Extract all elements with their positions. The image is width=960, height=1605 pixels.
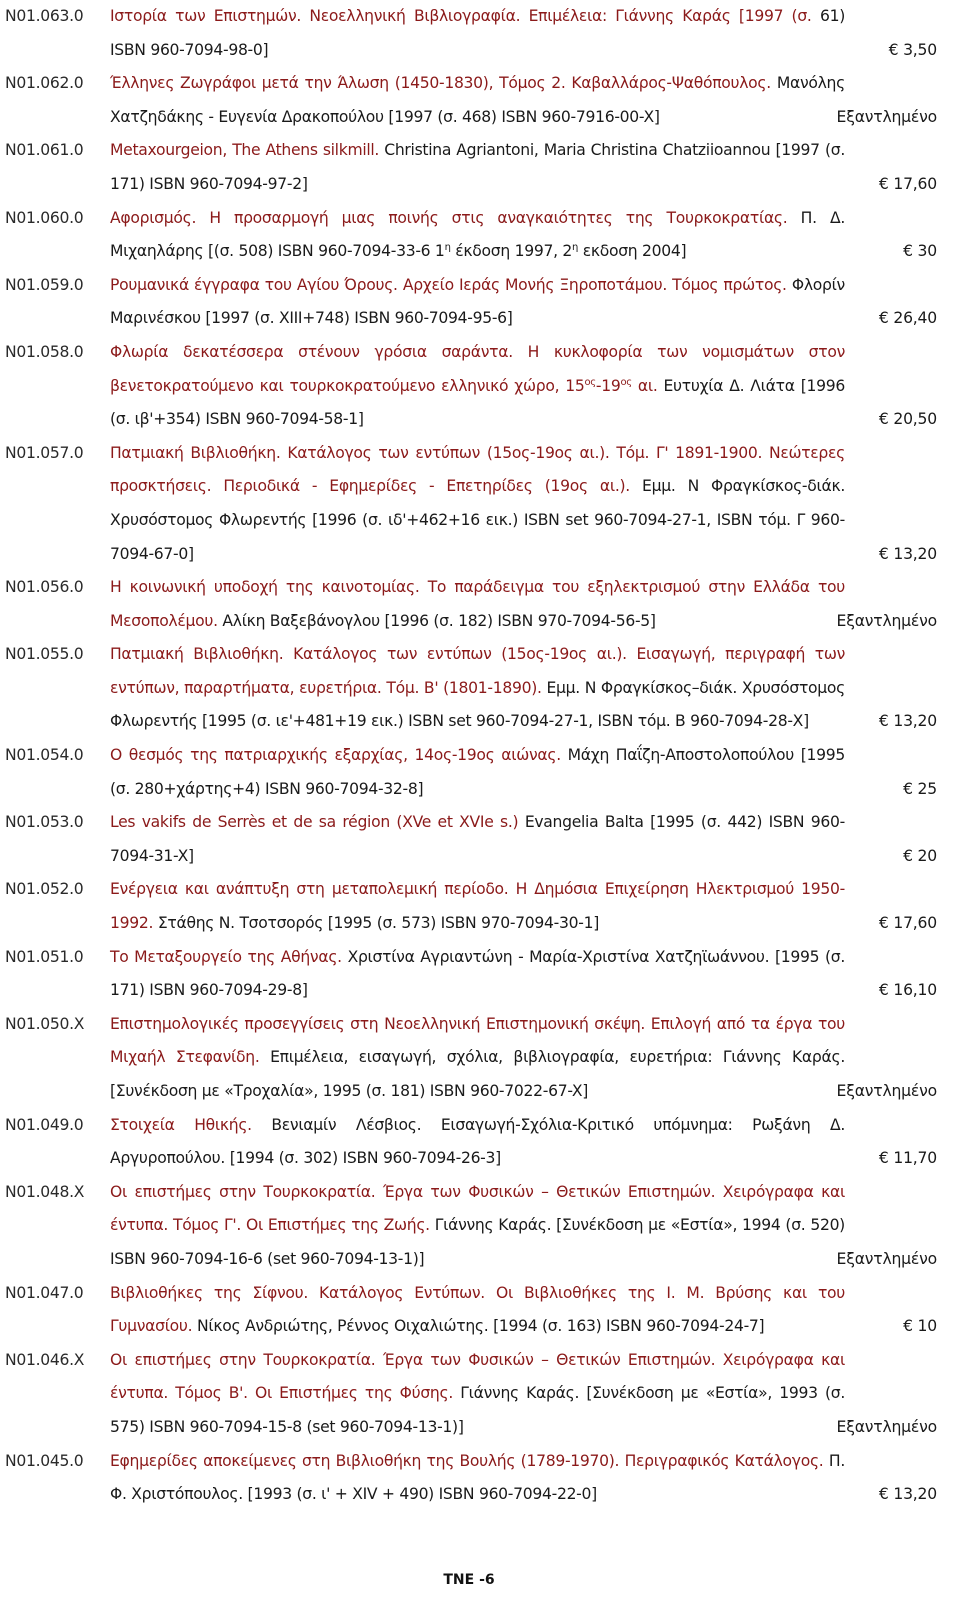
entry-text [110, 941, 937, 1008]
entry-details: Στάθης Ν. Τσοτσορός [1995 (σ. 573) ISBN 970-7094-30-1] [157, 914, 599, 933]
entry-details: Evangelia Balta [1995 (σ. 442) ISBN 960-7094-31-X] [110, 813, 845, 865]
entry-text [110, 0, 937, 67]
entry-code: N01.046.X [5, 1350, 85, 1369]
catalog-entry [5, 1176, 937, 1277]
entry-details: Π. Φ. Χριστόπουλος. [1993 (σ. ι' + XIV + 490) ISBN 960-7094-22-0] [110, 1451, 845, 1504]
entry-title-part: Φλωρία δεκατέσσερα στένουν γρόσια σαράντα. Η κυκλοφορία των νομισμάτων στον βενετοκρατούμενο και τουρκοκρατούμενο ελληνικό χώρο, 15 [110, 342, 845, 395]
entry-text [110, 739, 937, 806]
entry-price: € 13,20 [878, 1485, 937, 1504]
entry-text [110, 571, 937, 638]
entry-title: Metaxourgeion, The Athens silkmill. [110, 141, 380, 160]
entry-code: N01.053.0 [5, 813, 84, 832]
entry-price: Εξαντλημένο [836, 1417, 937, 1436]
entry-title: Ρουμανικά έγγραφα του Αγίου Όρους. Αρχείο Ιεράς Μονής Ξηροποτάμου. Τόμος πρώτος. [110, 275, 787, 294]
catalog-entry [5, 806, 937, 873]
entry-details: Μανόλης Χατζηδάκης - Ευγενία Δρακοπούλου [1997 (σ. 468) ISBN 960-7916-00-X] [110, 74, 845, 126]
entry-title: Το Μεταξουργείο της Αθήνας. [110, 947, 342, 966]
entry-title-part: αι. [631, 376, 658, 395]
ordinal-superscript: η [444, 242, 451, 254]
entry-price: Εξαντλημένο [836, 1082, 937, 1100]
entry-title: Οι επιστήμες στην Τουρκοκρατία. Έργα των Φυσικών – Θετικών Επιστημών. Χειρόγραφα και έντυπα. Τόμος Β'. Οι Επιστήμες της Φύσης. [110, 1350, 845, 1403]
entry-price: € 3,50 [888, 40, 937, 59]
entry-details: Μάχη Παΐζη-Αποστολοπούλου [1995 (σ. 280+χάρτης+4) ISBN 960-7094-32-8] [110, 746, 845, 798]
entry-text [110, 202, 937, 269]
entry-details: Νίκος Ανδριώτης, Ρέννος Οιχαλιώτης. [1994 (σ. 163) ISBN 960-7094-24-7] [196, 1317, 765, 1336]
entry-details: Christina Agriantoni, Maria Christina Chatziioannou [1997 (σ. 171) ISBN 960-7094-97-2] [110, 141, 845, 193]
entry-price: € 16,10 [878, 981, 937, 1000]
entry-text [110, 67, 937, 134]
entry-price: Εξαντλημένο [836, 107, 937, 126]
entry-text [110, 269, 937, 336]
entry-details: Εμμ. Ν Φραγκίσκος–διάκ. Χρυσόστομος Φλωρεντής [1995 (σ. ιε'+481+19 εικ.) ISBN set 960-7094-27-1, ISBN τόμ. Β 960-7094-28-X] [110, 678, 845, 731]
entry-price: Εξαντλημένο [836, 1249, 937, 1268]
entry-code: N01.062.0 [5, 74, 84, 93]
entry-details-part: έκδοση 1997, 2 [450, 242, 573, 261]
entry-text [110, 1176, 937, 1277]
entry-text [110, 134, 937, 201]
entry-title: Αφορισμός. Η προσαρμογή μιας ποινής στις αναγκαιότητες της Τουρκοκρατίας. [110, 208, 788, 227]
entry-title: Βιβλιοθήκες της Σίφνου. Κατάλογος Εντύπων. Οι Βιβλιοθήκες της Ι. Μ. Βρύσης και του Γυμνασίου. [110, 1283, 845, 1336]
entry-details: Ευτυχία Δ. Λιάτα [1996 (σ. ιβ'+354) ISBN 960-7094-58-1] [110, 376, 845, 429]
catalog-entry [5, 873, 937, 940]
catalog-entry [5, 134, 937, 201]
entry-details: Επιμέλεια, εισαγωγή, σχόλια, βιβλιογραφία, ευρετήρια: Γιάννης Καράς. [Συνέκδοση με «Τροχαλία», 1995 (σ. 181) ISBN 960-7022-67-X] [110, 1048, 845, 1100]
entry-title: Ενέργεια και ανάπτυξη στη μεταπολεμική περίοδο. Η Δημόσια Επιχείρηση Ηλεκτρισμού 1950-1992. [110, 880, 845, 933]
catalog-entry [5, 1344, 937, 1445]
entry-details: Χριστίνα Αγριαντώνη - Μαρία-Χριστίνα Χατζηϊωάννου. [1995 (σ. 171) ISBN 960-7094-29-8] [110, 947, 845, 1000]
entry-code: N01.052.0 [5, 880, 84, 899]
entry-text [110, 806, 937, 873]
entry-details: Φλορίν Μαρινέσκου [1997 (σ. XIII+748) ISBN 960-7094-95-6] [110, 275, 845, 328]
catalog-entry [5, 941, 937, 1008]
ordinal-superscript: η [572, 242, 579, 254]
entry-details: Εμμ. Ν Φραγκίσκος-διάκ. Χρυσόστομος Φλωρεντής [1996 (σ. ιδ'+462+16 εικ.) ISBN set 960-7094-27-1, ISBN τόμ. Γ 960-7094-67-0] [110, 477, 845, 563]
entry-title: Στοιχεία Ηθικής. [110, 1115, 252, 1134]
entry-price: Εξαντλημένο [836, 611, 937, 630]
entry-title: Πατμιακή Βιβλιοθήκη. Κατάλογος των εντύπων (15ος-19ος αι.). Τόμ. Γ' 1891-1900. Νεώτερες προσκτήσεις. Περιοδικά - Εφημερίδες - Επετηρίδες (19ος αι.). [110, 443, 845, 496]
entry-title: Εφημερίδες αποκείμενες στη Βιβλιοθήκη της Βουλής (1789-1970). Περιγραφικός Κατάλογος. [110, 1451, 824, 1470]
ordinal-superscript: ος [620, 376, 632, 388]
entry-details: Γιάννης Καράς. [Συνέκδοση με «Εστία», 1993 (σ. 575) ISBN 960-7094-15-8 (set 960-7094-13-1)] [110, 1384, 845, 1436]
entry-price: € 30 [903, 242, 937, 261]
entry-code: N01.048.X [5, 1182, 85, 1201]
catalog-entry [5, 739, 937, 806]
entry-code: N01.057.0 [5, 443, 84, 462]
catalog-entry [5, 1445, 937, 1512]
entry-text [110, 1109, 937, 1176]
entry-price: € 20 [903, 846, 937, 865]
ordinal-superscript: ος [584, 376, 596, 388]
entry-price: € 13,20 [878, 544, 937, 563]
entry-title: Πατμιακή Βιβλιοθήκη. Κατάλογος των εντύπων (15ος-19ος αι.). Εισαγωγή, περιγραφή των εντύπων, παραρτήματα, ευρετήρια. Τόμ. Β' (1801-1890). [110, 645, 845, 697]
entry-details-part: εκδοση 2004] [578, 242, 687, 261]
entry-code: N01.061.0 [5, 141, 84, 160]
entry-text [110, 1008, 937, 1109]
entry-code: N01.045.0 [5, 1451, 84, 1470]
entry-code: N01.056.0 [5, 578, 84, 597]
entry-title: Ο θεσμός της πατριαρχικής εξαρχίας, 14ος-19ος αιώνας. [110, 746, 561, 765]
catalog-entry [5, 1008, 937, 1109]
page-number: TNE -6 [443, 1572, 495, 1588]
entry-text [110, 1445, 937, 1512]
entry-text [110, 638, 937, 739]
entry-code: N01.060.0 [5, 208, 84, 227]
catalog-entry [5, 638, 937, 739]
entry-code: N01.063.0 [5, 7, 84, 25]
entry-price: € 11,70 [878, 1149, 937, 1168]
entry-title: Les vakifs de Serrès et de sa région (XVe et XVIe s.) [110, 813, 519, 832]
entry-code: N01.047.0 [5, 1283, 84, 1302]
entry-details: 61) ISBN 960-7094-98-0] [110, 7, 845, 59]
entry-price: € 25 [903, 779, 937, 798]
catalog-entry [5, 336, 937, 437]
entry-text [110, 873, 937, 940]
entry-text [110, 336, 937, 437]
entry-price: € 26,40 [878, 309, 937, 328]
entry-price: € 17,60 [878, 914, 937, 933]
entry-price: € 20,50 [878, 410, 937, 429]
entry-details: Γιάννης Καράς. [Συνέκδοση με «Εστία», 1994 (σ. 520) ISBN 960-7094-16-6 (set 960-7094-13-1)] [110, 1216, 845, 1268]
entry-title: Οι επιστήμες στην Τουρκοκρατία. Έργα των Φυσικών – Θετικών Επιστημών. Χειρόγραφα και έντυπα. Τόμος Γ'. Οι Επιστήμες της Ζωής. [110, 1182, 845, 1235]
catalog-list [5, 0, 937, 1512]
entry-details: Αλίκη Βαξεβάνογλου [1996 (σ. 182) ISBN 970-7094-56-5] [222, 611, 656, 630]
entry-code: N01.058.0 [5, 342, 84, 361]
entry-code: N01.050.X [5, 1014, 85, 1033]
entry-text [110, 1344, 937, 1445]
catalog-entry [5, 0, 937, 67]
entry-price: € 10 [903, 1317, 937, 1336]
catalog-entry [5, 202, 937, 269]
page-footer [0, 1572, 960, 1588]
entry-price: € 13,20 [878, 712, 937, 731]
entry-title: Επιστημολογικές προσεγγίσεις στη Νεοελληνική Επιστημονική σκέψη. Επιλογή από τα έργα του Μιχαήλ Στεφανίδη. [110, 1014, 845, 1067]
entry-price: € 17,60 [878, 174, 937, 193]
catalog-entry [5, 437, 937, 571]
entry-title: Ιστορία των Επιστημών. Νεοελληνική Βιβλιογραφία. Επιμέλεια: Γιάννης Καράς [1997 (σ. [110, 7, 812, 25]
entry-details: Βενιαμίν Λέσβιος. Εισαγωγή-Σχόλια-Κριτικό υπόμνημα: Ρωξάνη Δ. Αργυροπούλου. [1994 (σ. 302) ISBN 960-7094-26-3] [110, 1115, 845, 1168]
entry-code: N01.054.0 [5, 746, 84, 765]
entry-code: N01.051.0 [5, 947, 84, 966]
catalog-entry [5, 1109, 937, 1176]
catalog-entry [5, 1277, 937, 1344]
entry-code: N01.049.0 [5, 1115, 84, 1134]
entry-code: N01.059.0 [5, 275, 84, 294]
entry-title-part: -19 [595, 376, 621, 395]
catalog-entry [5, 571, 937, 638]
entry-code: N01.055.0 [5, 645, 84, 664]
entry-text [110, 1277, 937, 1344]
entry-title: Έλληνες Ζωγράφοι μετά την Άλωση (1450-1830), Τόμος 2. Καβαλλάρος-Ψαθόπουλος. [110, 74, 771, 93]
catalog-entry [5, 67, 937, 134]
entry-title: Η κοινωνική υποδοχή της καινοτομίας. Το παράδειγμα του εξηλεκτρισμού στην Ελλάδα του Μεσοπολέμου. [110, 578, 845, 630]
entry-details-part: Π. Δ. Μιχαηλάρης [(σ. 508) ISBN 960-7094-33-6 1 [110, 208, 845, 261]
entry-text [110, 437, 937, 571]
catalog-entry [5, 269, 937, 336]
